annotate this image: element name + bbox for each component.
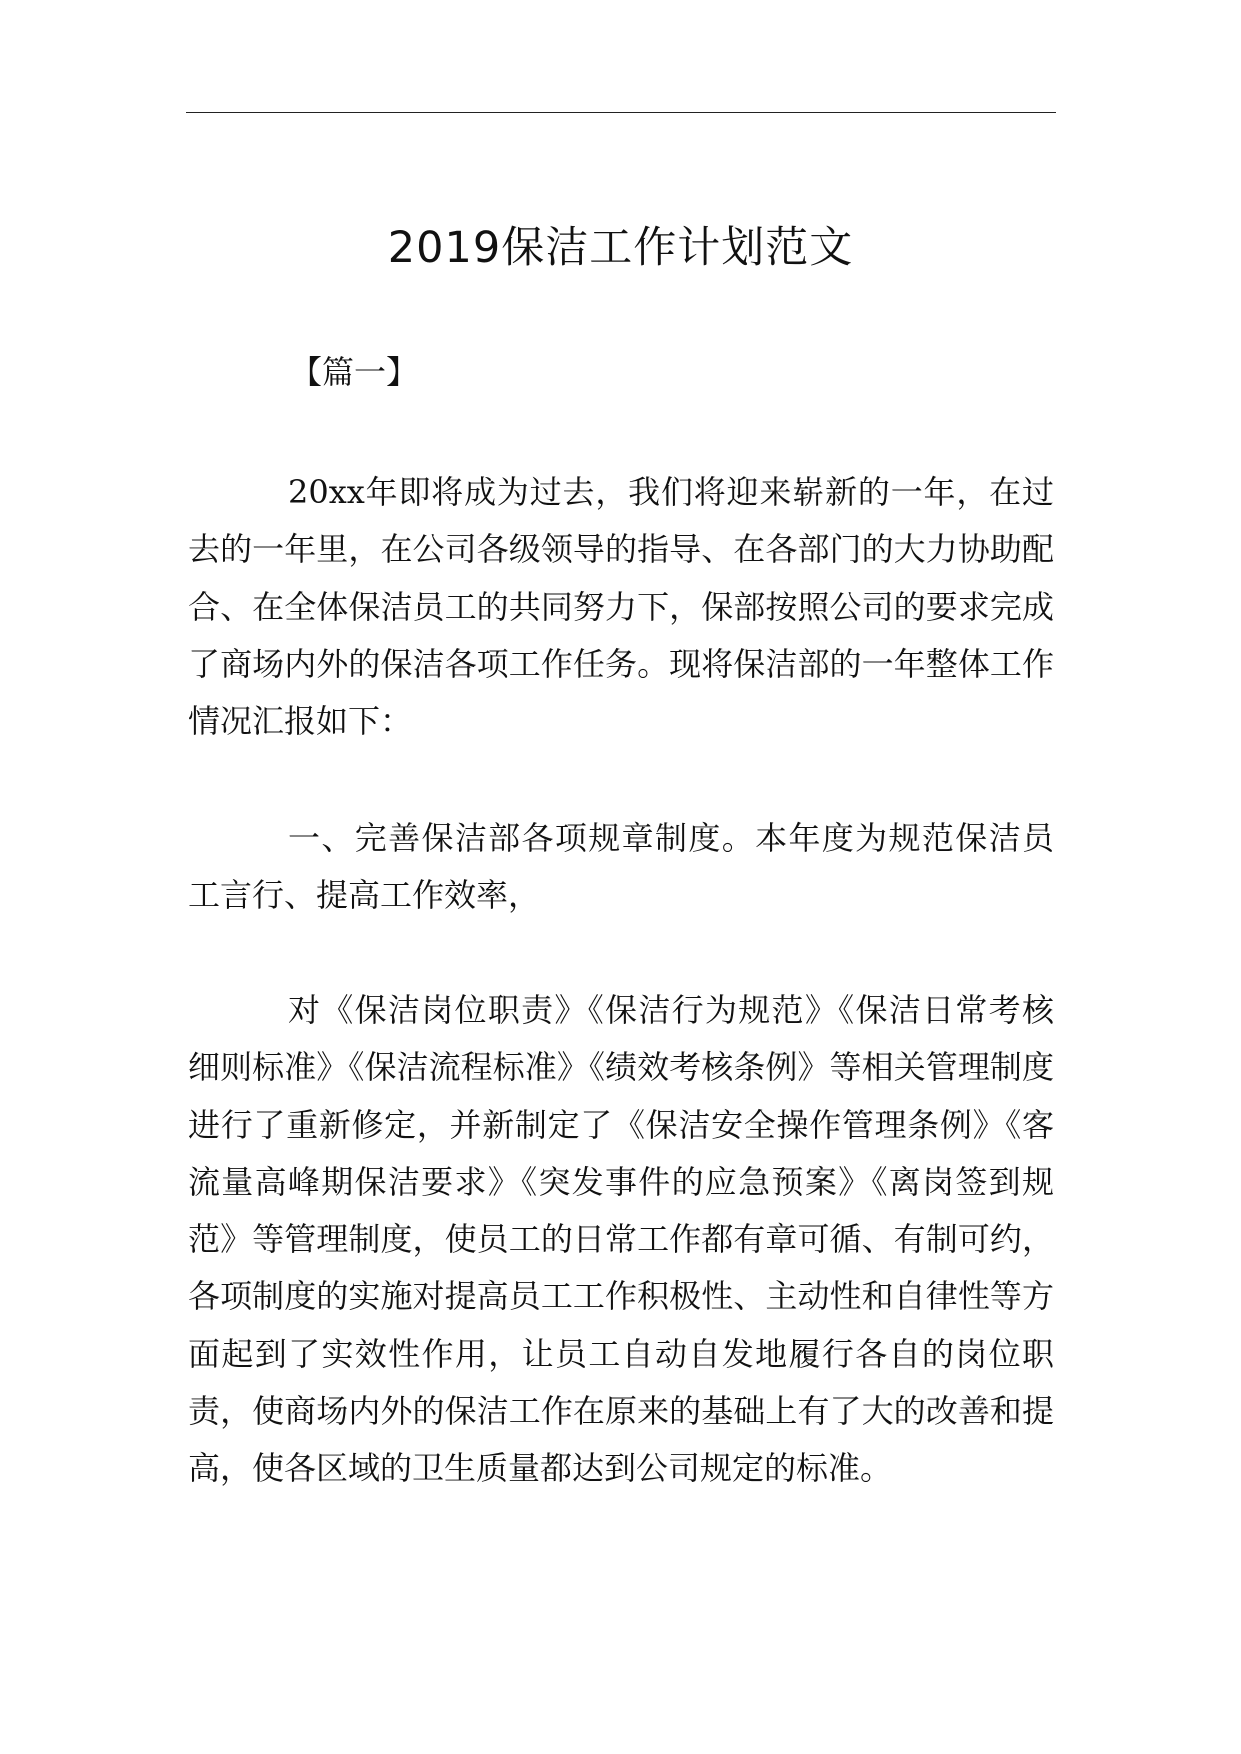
paragraph-point-one: 一、完善保洁部各项规章制度。本年度为规范保洁员工言行、提高工作效率，	[188, 819, 1054, 915]
header-rule	[186, 112, 1056, 113]
document-title: 2019保洁工作计划范文	[387, 223, 854, 273]
paragraph-intro: 20xx年即将成为过去，我们将迎来崭新的一年，在过去的一年里，在公司各级领导的指导、在各部门的大力协助配合、在全体保洁员工的共同努力下，保部按照公司的要求完成了商场内外的保洁各项工作任务。现将保洁部的一年整体工作情况汇报如下：	[188, 473, 1054, 741]
paragraph-regulations: 对《保洁岗位职责》《保洁行为规范》《保洁日常考核细则标准》《保洁流程标准》《绩效考核条例》等相关管理制度进行了重新修定，并新制定了《保洁安全操作管理条例》《客流量高峰期保洁要求》《突发事件的应急预案》《离岗签到规范》等管理制度，使员工的日常工作都有章可循、有制可约，各项制度的实施对提高员工工作积极性、主动性和自律性等方面起到了实效性作用，让员工自动自发地履行各自的岗位职责，使商场内外的保洁工作在原来的基础上有了大的改善和提高，使各区域的卫生质量都达到公司规定的标准。	[188, 991, 1054, 1488]
section-label: 【篇一】	[290, 353, 419, 391]
